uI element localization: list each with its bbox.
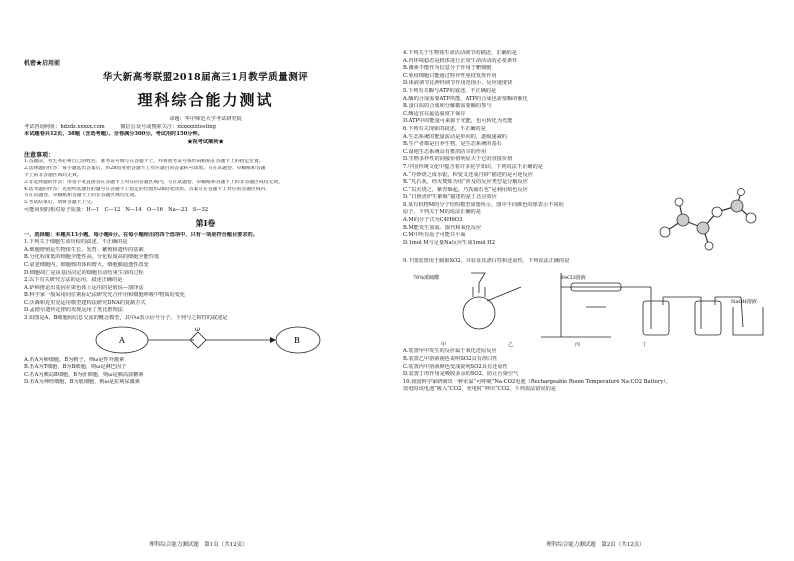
notice-title: 注意事项： [24,152,55,160]
apparatus-figure [411,267,774,341]
page-1-footer: 理科综合能力测试题 第1页（共12页） [149,542,248,548]
notice-3: 卡上的非答题区域均无效。 [24,172,82,178]
atomic-mass-line: 可能用到的相对原子质量：H—1 C—12 N—14 O—16 Na—23 S—32 [24,206,209,213]
q1-option-c: C.衰老细胞内，细胞核的体积增大，细胞膜通透性改变 [24,261,149,268]
q7-option-a: A.“丹砂烧之成水银，积变又还成丹砂”描述的是可逆反应 [403,171,534,178]
reagent-label-2: FeCl3溶液 [561,275,586,282]
q2-option-a: A.萨顿推论出基因在染色体上运用的是假说—演绎法 [24,284,144,291]
q4-option-b: B.激素不能作为信息分子作用于靶细胞 [403,65,492,72]
exam-title: 华大新高考联盟2018届高三1月教学质量测评 [102,72,309,83]
subject-title: 理科综合能力测试 [137,91,274,109]
question-1: 1.下列关于细胞生命历程的叙述，不正确的是 [24,239,128,246]
cell-signal-figure [94,325,387,355]
q9-option-c: C.装置丙中溶液颜色变浅说明SO2具有还原性 [403,363,508,370]
notice-4: 3.非选择题的作答：用签字笔直接答在答题卡上对应的答题区域内。写在试题卷、草稿纸和答题卡上的非答题区域均无效。 [24,179,283,185]
q1-option-d: D.细胞凋亡是由基因决定的细胞自动结束生命的过程 [24,269,144,276]
q6-option-c: C.湿地生态系统具有蓄洪防旱的作用 [403,148,487,155]
notice-2: 2.选择题的作答：每小题选出答案后，用2B铅笔把答题卡上对应题目的答案标号涂黑。写在试题卷、草稿纸和答题 [24,166,266,172]
question-8-line-2: 原子。下列关于M的说法正确的是 [403,209,481,216]
q5-option-d: D.ATP中的能量可来源于光能，也可转化为光能 [403,118,513,125]
q9-option-a: A.装置甲中发生的反应属于氧化还原反应 [403,348,497,355]
question-3: 3.如图是A、B细胞间信息交流的概念模型，其中ω表示信号分子。下列与之相符的叙述是 [24,315,228,322]
q6-option-d: D.生物多样性的间接价值明显大于它的直接价值 [403,156,513,163]
apparatus-label-bing: 丙 [575,342,581,349]
q3-option-b: B.若A为T细胞，B为B细胞，则ω是淋巴因子 [24,364,127,371]
reagent-label-1: 70%浓硫酸 [413,275,440,282]
q4-option-d: D.体液调节比神经调节作用范围小，反应速度快 [403,80,513,87]
volume-title: 第Ⅰ卷 [195,217,216,228]
apparatus-label-yi: 乙 [508,342,514,349]
question-5: 5.下列有关酶与ATP的叙述，不正确的是 [403,87,497,94]
wish-line: ★祝考试顺利★ [187,138,224,145]
q8-text [403,202,653,258]
notice-5: 4.选考题的作答：先把所选题目的题号在答题卡上指定的位置用2B铅笔涂黑。答案写在答题卡上对应的答题区域内， [24,186,271,192]
molecule-model-figure [653,188,763,258]
question-4: 4.下列关于生物体生命活动调节的描述，正确的是 [403,50,517,56]
web-line: 考试咨询网址：hdzdz.xxxxx.com 微信公众号或搜索关注：xxxxxxxtesting [24,123,216,130]
q8-option-b: B.M能发生加成、取代和氧化反应 [403,224,482,231]
q8-option-a: A.M的分子式为C4H6O3 [403,217,463,224]
q3-option-d: D.若A为神经细胞，B为肌细胞，则ω是抗利尿激素 [24,379,140,386]
q1-option-a: A.细胞增殖是生物体生长、发育、繁殖和遗传的基础 [24,246,144,253]
q8-option-d: D.1mol M与足量Na反应生成1mol H2 [403,239,496,246]
apparatus-label-ding: 丁 [642,342,648,349]
page-2 [397,0,794,561]
q4-option-a: A.内环境稳态是机体进行正常生命活动的必要条件 [403,57,518,64]
secret-label: 机密★启用前 [24,60,61,67]
q5-option-c: C.酶适宜在最适温度下保存 [403,110,466,117]
q8-block [403,202,774,258]
q6-option-a: A.生态系统的能量流动是单向的，逐级递减的 [403,133,507,140]
q5-option-a: A.酶的合成需要ATP供能，ATP的合成也需要酶的催化 [403,95,528,102]
question-10: 10.我国科学家研制出一种室温“可呼吸”Na-CO2电池（Rechargeable Room Temperature Na-CO2 Battery）。 [403,378,672,385]
notice-6: 写在试题卷、草稿纸和答题卡上的非答题区域均无效。 [24,193,140,199]
q9-option-d: D.装置丁的作用是吸收多余的SO2，防止污染空气 [403,371,519,378]
scope-line: 本试题卷共12页，38题（含选考题）。全卷满分300分。考试用时150分钟。 [24,131,203,138]
cell-signal-diagram [94,325,324,355]
signal-label: ω [195,325,200,333]
q5-option-b: B.蛋白质的合成和分解都需要酶的参与 [403,103,492,110]
page-2-footer: 理科综合能力测试题 第2页（共12页） [546,542,645,548]
q2-option-c: C.沃森和克里克运用模型建构法研究DNA的复制方式 [24,299,146,306]
apparatus-labels [441,341,774,348]
apparatus-diagram [411,267,771,341]
q7-option-d: D.“日照香炉生紫烟”描述的是丁达尔效应 [403,194,497,201]
q2-option-d: D.孟德尔遗传定律的发现运用了类比推理法 [24,307,123,314]
question-6: 6.下列有关现象的叙述，不正确的是 [403,125,486,132]
question-10-line-2: 放电时该电池“吸入”CO2，充电时“呼出”CO2。下列说法错误的是 [403,386,556,393]
q6-option-b: B.生产者都是自养生物，是生态系统的基石 [403,141,502,148]
q3-option-c: C.若A为胰岛B细胞，B为肝细胞，则ω是胰高血糖素 [24,371,144,378]
cell-b-label: B [294,335,300,345]
q4-option-c: C.免疫细胞只能通过特异性免疫发挥作用 [403,72,497,79]
arrow-head-icon [270,337,276,343]
notice-1: 1.答题前，考生务必将自己的姓名、准考证号填写在答题卡上，并将准考证号条形码粘贴在答题卡上的指定位置。 [24,159,264,165]
question-9: 9.下图装置用于制取SO2，并验证其漂白性和还原性，下列说法正确的是 [403,257,570,264]
cell-a-label: A [119,335,125,345]
q7-option-c: C.“以火烧之，紫青烟起，乃真硝石也”是利用焰色反应 [403,186,528,193]
question-8: 8.某有机物M的分子结构模型如图所示，图中不同颜色的球表示不同的 [403,201,564,208]
notice-7: 5.考试结束后，请将答题卡上交。 [24,200,96,206]
q7-option-b: B.“凡石灰，经火焚炼为用”涉及的反应类型是分解反应 [403,179,528,186]
section-title: 一、选择题：本题共13小题，每小题6分。在每小题给出的四个选项中，只有一项是符合题目要求的。 [24,231,258,238]
question-7: 7.中国传统文化中蕴含着许多化学知识，下列说法不正确的是 [403,163,543,170]
reagent-label-3: NaOH溶液 [731,299,757,306]
q3-option-a: A.若A为卵细胞，B为精子，则ω是性外激素 [24,356,125,363]
q2-option-b: B.科学家一般采用同位素标记法研究光合作用和细胞呼吸中物质的变化 [24,292,186,299]
q9-option-b: B.装置乙中溶液褪色说明SO2具有漂白性 [403,356,498,363]
apparatus-label-jia: 甲 [441,342,447,349]
q1-option-b: B.分化程度低的细胞全能性高，分化程度高的细胞全能性低 [24,254,160,261]
q8-option-c: C.M中所有原子可能共平面 [403,232,466,239]
author-line: 命题：华中师范大学考试研究院 [169,116,242,122]
question-2: 2.以下有关研究方法的运用，叙述正确的是 [24,277,123,284]
